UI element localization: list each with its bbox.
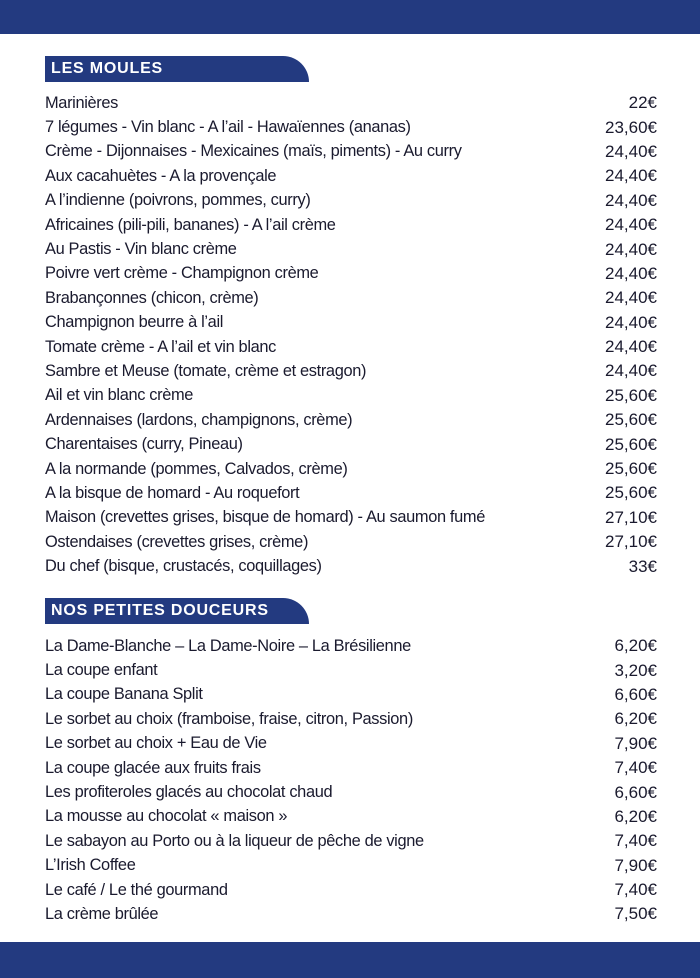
menu-item bbox=[45, 756, 657, 780]
menu-item bbox=[45, 359, 657, 383]
menu-item bbox=[45, 164, 657, 188]
menu-item bbox=[45, 780, 657, 804]
menu-item-price: 7,90€ bbox=[614, 855, 657, 875]
menu-item-name: Aux cacahuètes - A la provençale bbox=[45, 166, 277, 185]
menu-item-price: 6,60€ bbox=[614, 684, 657, 704]
menu-item bbox=[45, 732, 657, 756]
menu-item-price: 33€ bbox=[628, 556, 657, 576]
menu-item bbox=[45, 878, 657, 902]
menu-item-price: 7,40€ bbox=[614, 831, 657, 851]
menu-item-name: La crème brûlée bbox=[45, 904, 159, 923]
menu-item-price: 7,90€ bbox=[614, 733, 657, 753]
menu-item-name: Le café / Le thé gourmand bbox=[45, 880, 228, 899]
menu-item-name: Le sorbet au choix (framboise, fraise, citron, Passion) bbox=[45, 709, 413, 728]
menu-item-name: Tomate crème - A l’ail et vin blanc bbox=[45, 337, 276, 356]
menu-item-name: La coupe glacée aux fruits frais bbox=[45, 758, 261, 777]
menu-item bbox=[45, 213, 657, 237]
menu-item-price: 24,40€ bbox=[605, 239, 657, 259]
menu-item bbox=[45, 854, 657, 878]
menu-item-price: 23,60€ bbox=[605, 117, 657, 137]
menu-item-name: La mousse au chocolat « maison » bbox=[45, 807, 288, 826]
menu-item-name: Au Pastis - Vin blanc crème bbox=[45, 240, 237, 259]
menu-item-name: Brabançonnes (chicon, crème) bbox=[45, 288, 259, 307]
menu-item-name: A l’indienne (poivrons, pommes, curry) bbox=[45, 191, 311, 210]
menu-item-name: A la normande (pommes, Calvados, crème) bbox=[45, 459, 348, 478]
menu-item bbox=[45, 384, 657, 408]
menu-item-name: Sambre et Meuse (tomate, crème et estragon) bbox=[45, 361, 367, 380]
menu-item-price: 3,20€ bbox=[614, 660, 657, 680]
menu-item-price: 27,10€ bbox=[605, 532, 657, 552]
menu-item-price: 24,40€ bbox=[605, 215, 657, 235]
menu-item-price: 24,40€ bbox=[605, 337, 657, 357]
menu-item-price: 6,20€ bbox=[614, 806, 657, 826]
menu-item-name: Le sabayon au Porto ou à la liqueur de pêche de vigne bbox=[45, 831, 424, 850]
menu-item bbox=[45, 189, 657, 213]
menu-item bbox=[45, 457, 657, 481]
menu-item-price: 24,40€ bbox=[605, 312, 657, 332]
menu-item-price: 24,40€ bbox=[605, 190, 657, 210]
menu-item bbox=[45, 432, 657, 456]
menu-item bbox=[45, 91, 657, 115]
menu-item-name: Charentaises (curry, Pineau) bbox=[45, 435, 243, 454]
menu-item-price: 24,40€ bbox=[605, 288, 657, 308]
menu-item-price: 25,60€ bbox=[605, 483, 657, 503]
menu-list-moules bbox=[45, 91, 657, 579]
menu-item bbox=[45, 262, 657, 286]
menu-item-name: Du chef (bisque, crustacés, coquillages) bbox=[45, 557, 322, 576]
menu-item-name: Ostendaises (crevettes grises, crème) bbox=[45, 532, 309, 551]
menu-item bbox=[45, 481, 657, 505]
menu-item bbox=[45, 658, 657, 682]
menu-item-price: 25,60€ bbox=[605, 385, 657, 405]
menu-item bbox=[45, 683, 657, 707]
menu-item-name: Le sorbet au choix + Eau de Vie bbox=[45, 734, 267, 753]
menu-item-price: 6,20€ bbox=[614, 636, 657, 656]
menu-item bbox=[45, 115, 657, 139]
menu-item-price: 7,40€ bbox=[614, 758, 657, 778]
section-header-douceurs: NOS PETITES DOUCEURS bbox=[45, 598, 309, 624]
menu-item bbox=[45, 237, 657, 261]
section-header-moules: LES MOULES bbox=[45, 56, 309, 82]
menu-item-price: 25,60€ bbox=[605, 434, 657, 454]
menu-item-name: Marinières bbox=[45, 93, 119, 112]
menu-item-price: 22€ bbox=[628, 93, 657, 113]
menu-item bbox=[45, 311, 657, 335]
menu-list-douceurs bbox=[45, 634, 657, 927]
menu-item bbox=[45, 554, 657, 578]
menu-item-price: 25,60€ bbox=[605, 410, 657, 430]
menu-item bbox=[45, 707, 657, 731]
menu-item-price: 24,40€ bbox=[605, 361, 657, 381]
menu-item-name: Crème - Dijonnaises - Mexicaines (maïs, piments) - Au curry bbox=[45, 142, 462, 161]
menu-item-price: 6,20€ bbox=[614, 709, 657, 729]
top-banner bbox=[0, 0, 700, 34]
menu-item-name: A la bisque de homard - Au roquefort bbox=[45, 483, 300, 502]
menu-item bbox=[45, 286, 657, 310]
bottom-banner bbox=[0, 942, 700, 978]
menu-item-price: 25,60€ bbox=[605, 459, 657, 479]
menu-item-price: 7,50€ bbox=[614, 904, 657, 924]
menu-item-price: 24,40€ bbox=[605, 141, 657, 161]
menu-item-name: Africaines (pili-pili, bananes) - A l’ail crème bbox=[45, 215, 336, 234]
menu-item bbox=[45, 805, 657, 829]
menu-item bbox=[45, 902, 657, 926]
menu-item bbox=[45, 634, 657, 658]
menu-item-name: La coupe Banana Split bbox=[45, 685, 203, 704]
menu-item-name: Les profiteroles glacés au chocolat chaud bbox=[45, 783, 333, 802]
menu-item-name: La Dame-Blanche – La Dame-Noire – La Brésilienne bbox=[45, 636, 411, 655]
menu-item-name: La coupe enfant bbox=[45, 661, 158, 680]
menu-item bbox=[45, 335, 657, 359]
menu-item-name: Poivre vert crème - Champignon crème bbox=[45, 264, 319, 283]
menu-item-name: Maison (crevettes grises, bisque de homard) - Au saumon fumé bbox=[45, 508, 485, 527]
menu-item-name: Ardennaises (lardons, champignons, crème) bbox=[45, 410, 353, 429]
menu-item bbox=[45, 829, 657, 853]
menu-item-name: L’Irish Coffee bbox=[45, 856, 136, 875]
menu-item-name: 7 légumes - Vin blanc - A l’ail - Hawaïennes (ananas) bbox=[45, 118, 411, 137]
menu-item-price: 6,60€ bbox=[614, 782, 657, 802]
menu-item bbox=[45, 140, 657, 164]
menu-item-price: 24,40€ bbox=[605, 263, 657, 283]
menu-item bbox=[45, 530, 657, 554]
menu-item-name: Ail et vin blanc crème bbox=[45, 386, 194, 405]
menu-item bbox=[45, 408, 657, 432]
menu-item bbox=[45, 506, 657, 530]
menu-item-price: 27,10€ bbox=[605, 507, 657, 527]
menu-item-price: 24,40€ bbox=[605, 166, 657, 186]
menu-item-price: 7,40€ bbox=[614, 880, 657, 900]
menu-item-name: Champignon beurre à l’ail bbox=[45, 313, 224, 332]
